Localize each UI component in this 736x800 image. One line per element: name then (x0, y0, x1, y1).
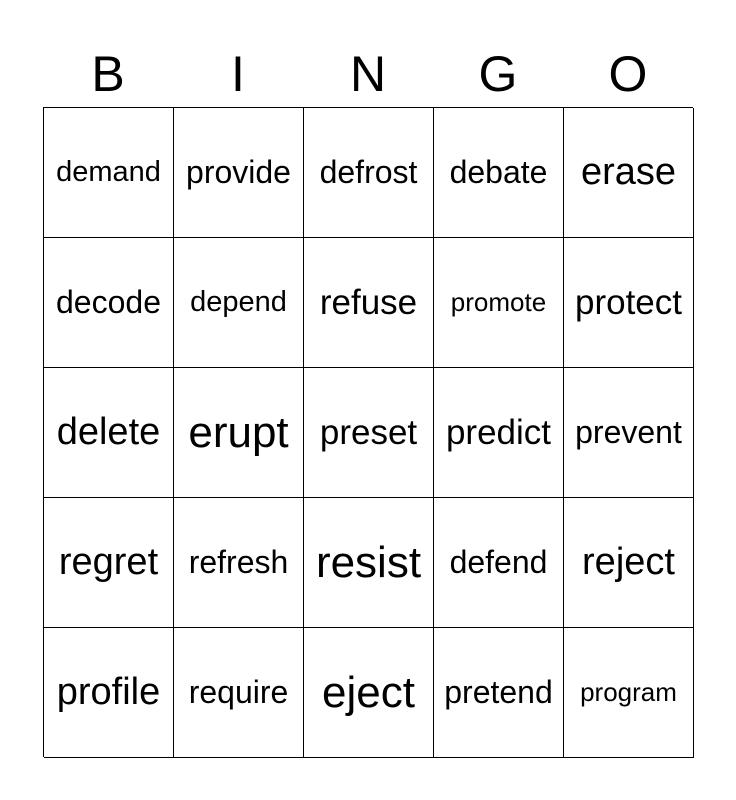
bingo-cell: prevent (564, 368, 694, 498)
bingo-cell: decode (44, 238, 174, 368)
bingo-cell: demand (44, 108, 174, 238)
bingo-cell: delete (44, 368, 174, 498)
bingo-header (43, 46, 693, 102)
bingo-cell: require (174, 628, 304, 758)
bingo-cell: regret (44, 498, 174, 628)
bingo-cell: depend (174, 238, 304, 368)
header-letter-n: N (349, 46, 387, 102)
bingo-cell: eject (304, 628, 434, 758)
bingo-board (43, 107, 693, 757)
bingo-cell: defend (434, 498, 564, 628)
bingo-cell: program (564, 628, 694, 758)
bingo-cell: refresh (174, 498, 304, 628)
header-letter-o: O (608, 46, 648, 102)
bingo-cell: erase (564, 108, 694, 238)
bingo-cell: promote (434, 238, 564, 368)
header-letter-i: I (231, 46, 245, 102)
bingo-cell: protect (564, 238, 694, 368)
bingo-cell: preset (304, 368, 434, 498)
bingo-cell: profile (44, 628, 174, 758)
bingo-cell: pretend (434, 628, 564, 758)
bingo-cell: reject (564, 498, 694, 628)
bingo-cell: provide (174, 108, 304, 238)
bingo-cell: defrost (304, 108, 434, 238)
bingo-cell: erupt (174, 368, 304, 498)
header-letter-b: B (91, 46, 125, 102)
header-letter-g: G (478, 46, 518, 102)
bingo-cell: refuse (304, 238, 434, 368)
bingo-cell: resist (304, 498, 434, 628)
bingo-cell: predict (434, 368, 564, 498)
bingo-cell: debate (434, 108, 564, 238)
